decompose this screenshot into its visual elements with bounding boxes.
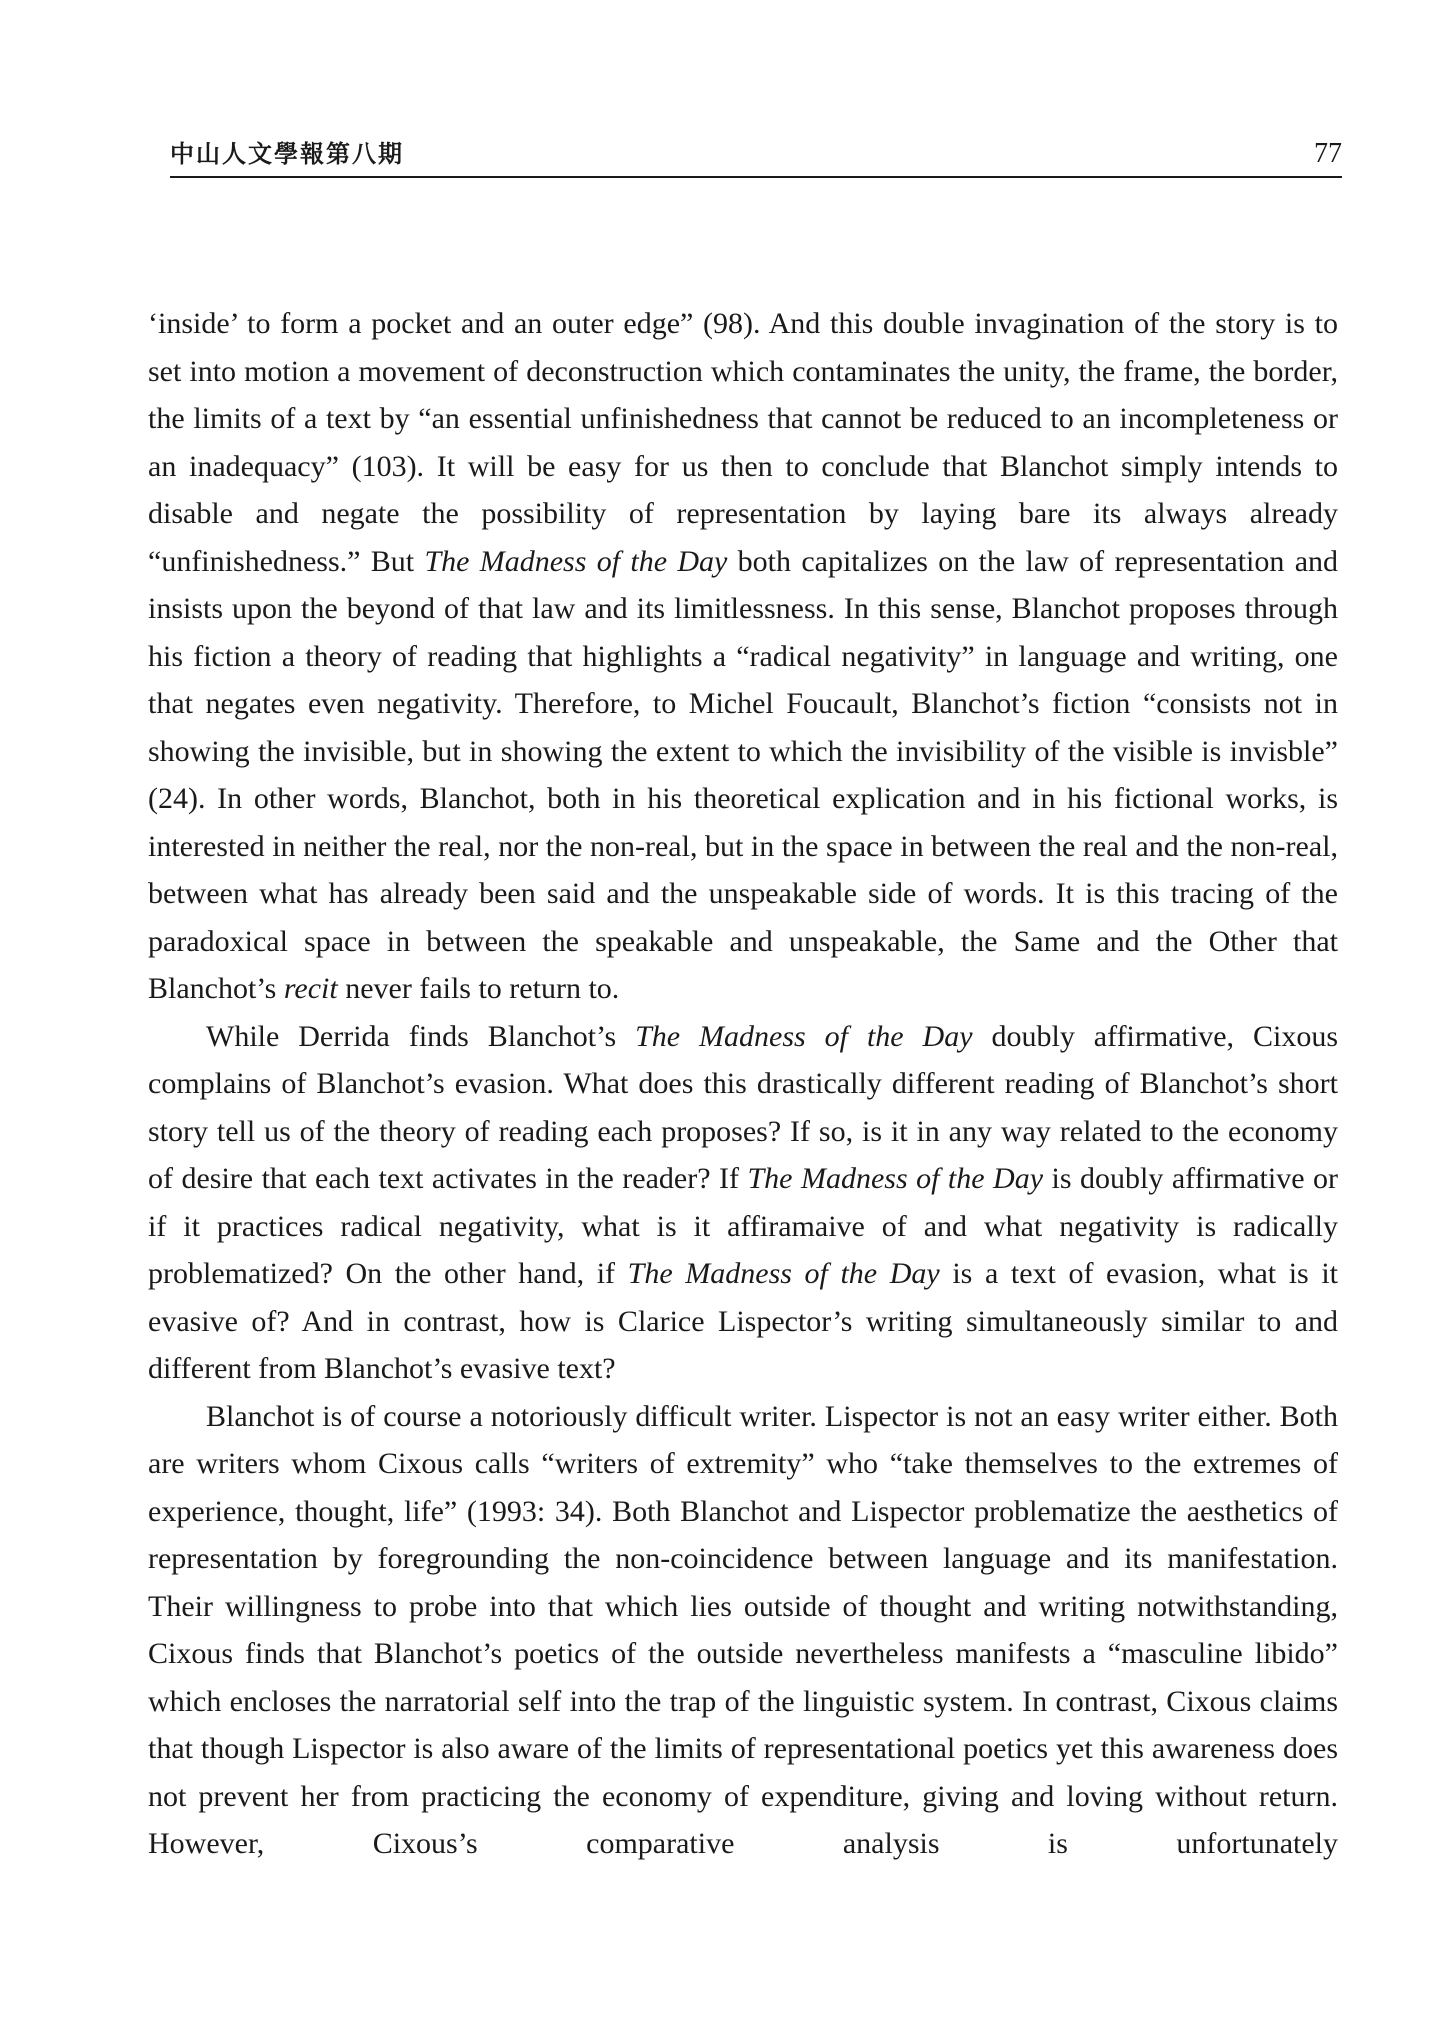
- text-run: is doubly affirmative or if it practices radical negativity, what is it affiramaive of and what negativity is radically problematized? On the other hand, if: [148, 1162, 1338, 1290]
- italic-title: The Madness of the Day: [424, 544, 728, 578]
- text-run: never fails to return to.: [337, 972, 620, 1005]
- paragraph: [148, 300, 1338, 1013]
- text-run: is a text of evasion, what is it evasive of? And in contrast, how is Clarice Lispector’s writing simultaneously similar to and different from Blanchot’s evasive text?: [148, 1257, 1339, 1385]
- text-run: both capitalizes on the law of representation and insists upon the beyond of that law and its limitlessness. In this sense, Blanchot proposes through his fiction a theory of reading that highlights a “radical negativity” in language and writing, one that negates even negativity. Therefore, to Michel Foucault, Blanchot’s fiction “consists not in showing the invisible, but in showing the extent to which the invisibility of the visible is invisble” (24). In other words, Blanchot, both in his theoretical explication and in his fictional works, is interested in neither the real, nor the non-real, but in the space in between the real and the non-real, between what has already been said and the unspeakable side of words. It is this tracing of the paradoxical space in between the speakable and unspeakable, the Same and the Other that Blanchot’s: [148, 544, 1339, 1005]
- journal-title: 中山人文學報第八期: [170, 139, 404, 168]
- page-number: 77: [1314, 138, 1342, 169]
- text-run: Blanchot is of course a notoriously difficult writer. Lispector is not an easy writer either. Both are writers whom Cixous calls “writers of extremity” who “take themselves to the extremes of experience, thought, life” (1993: 34). Both Blanchot and Lispector problematize the aesthetics of representation by foregrounding the non-coincidence between language and its manifestation. Their willingness to probe into that which lies outside of thought and writing notwithstanding, Cixous finds that Blanchot’s poetics of the outside nevertheless manifests a “masculine libido” which encloses the narratorial self into the trap of the linguistic system. In contrast, Cixous claims that though Lispector is also aware of the limits of representational poetics yet this awareness does not prevent her from practicing the economy of expenditure, giving and loving without return. However, Cixous’s comparative analysis is unfortunately: [148, 1399, 1338, 1860]
- paragraph: [148, 1013, 1338, 1393]
- text-run: While Derrida finds Blanchot’s: [206, 1019, 636, 1053]
- italic-title: The Madness of the Day: [747, 1162, 1044, 1195]
- body-text: [148, 300, 1338, 1868]
- header-rule: [170, 176, 1342, 178]
- paragraph: [148, 1393, 1338, 1868]
- italic-title: The Madness of the Day: [627, 1257, 940, 1290]
- text-run: ‘inside’ to form a pocket and an outer edge” (98). And this double invagination of the story is to set into motion a movement of deconstruction which contaminates the unity, the frame, the border, the limits of a text by “an essential unfinishedness that cannot be reduced to an incompleteness or an inadequacy” (103). It will be easy for us then to conclude that Blanchot simply intends to disable and negate the possibility of representation by laying bare its always already “unfinishedness.” But: [148, 307, 1338, 578]
- italic-title: recit: [283, 972, 338, 1005]
- running-head: [170, 134, 1342, 174]
- italic-title: The Madness of the Day: [635, 1019, 973, 1053]
- text-run: doubly affirmative, Cixous complains of Blanchot’s evasion. What does this drastically different reading of Blanchot’s short story tell us of the theory of reading each proposes? If so, is it in any way related to the economy of desire that each text activates in the reader? If: [148, 1019, 1338, 1195]
